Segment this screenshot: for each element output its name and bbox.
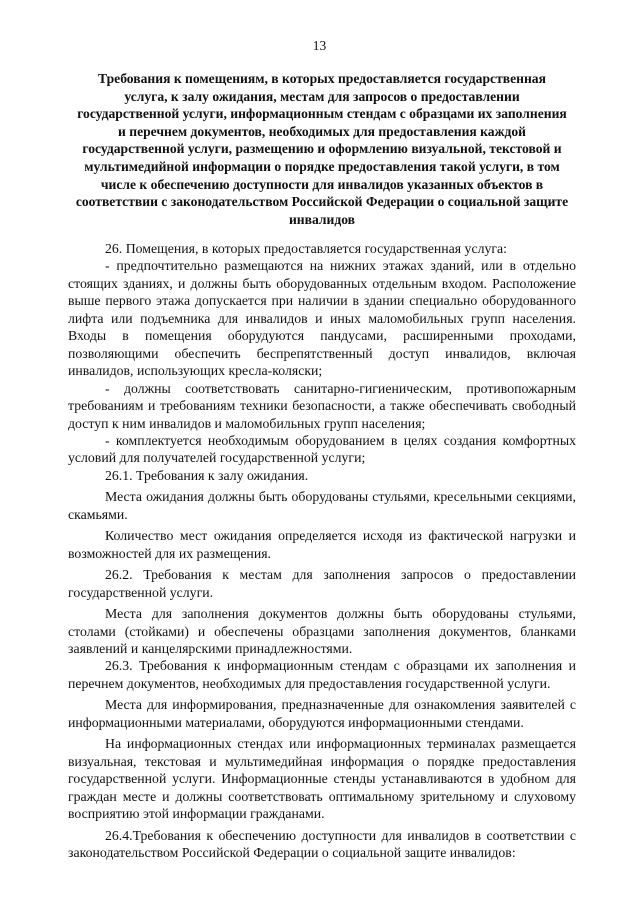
paragraph-form-places: Места для заполнения документов должны быть оборудованы стульями, столами (стойками) и обеспечены образцами заполнения документов, бланками заявлений и канцелярскими принадлежностями.: [68, 606, 576, 656]
paragraph-info-places: Места для информирования, предназначенные для ознакомления заявителей с информационными материалами, оборудуются информационными стендами.: [68, 697, 576, 730]
paragraph-26-4: 26.4.Требования к обеспечению доступности для инвалидов в соответствии с законодательством Российской Федерации о социальной защите инвалидов:: [68, 827, 576, 860]
heading-line: государственной услуги, информационным стендам с образцами их заполнения: [77, 106, 567, 122]
heading-line: Требования к помещениям, в которых предоставляется государственная: [98, 71, 546, 86]
paragraph-info-stands: На информационных стендах или информационных терминалах размещается визуальная, текстовая и мультимедийная информация о порядке предоставления государственной услуги. Информационные стенды устанавливаются в удобном для граждан месте и должны соответствовать оптимальному зрительному и слуховому восприятию этой информации гражданами.: [68, 736, 576, 822]
heading-line: государственной услуги, размещению и оформлению визуальной, текстовой и: [82, 141, 562, 157]
page-number: 13: [312, 38, 327, 53]
heading-line: услуга, к залу ожидания, местам для запросов о предоставлении: [124, 88, 520, 104]
list-item-safety-requirements: - должны соответствовать санитарно-гигиеническим, противопожарным требованиям и требованиям техники безопасности, а также обеспечивать свободный доступ к ним инвалидов и маломобильных групп населения;: [68, 380, 576, 431]
section-heading: [68, 70, 576, 228]
paragraph-26-3: 26.3. Требования к информационным стендам с образцами их заполнения и перечнем документов, необходимых для предоставления государственной услуги.: [68, 658, 576, 691]
body-text: [68, 240, 576, 861]
list-item-premises-location: - предпочтительно размещаются на нижних этажах зданий, или в отдельно стоящих зданиях, и должны быть оборудованных отдельным входом. Расположение выше первого этажа допускается при наличии в здании специально оборудованного лифта или подъемника для инвалидов и иных маломобильных групп населения. Входы в помещения оборудуются пандусами, расширенными проходами, позволяющими обеспечить беспрепятственный доступ инвалидов, включая инвалидов, использующих кресла-коляски;: [68, 258, 576, 379]
list-item-equipment: - комплектуется необходимым оборудованием в целях создания комфортных условий для получателей государственной услуги;: [68, 432, 576, 466]
paragraph-26-1: 26.1. Требования к залу ожидания.: [105, 467, 309, 483]
paragraph-waiting-count: Количество мест ожидания определяется исходя из фактической нагрузки и возможностей для их размещения.: [68, 528, 576, 561]
heading-line: инвалидов: [288, 211, 356, 227]
paragraph-26: 26. Помещения, в которых предоставляется государственная услуга:: [105, 241, 507, 256]
paragraph-waiting-seats: Места ожидания должны быть оборудованы стульями, кресельными секциями, скамьями.: [68, 489, 576, 522]
heading-line: числе к обеспечению доступности для инвалидов указанных объектов в: [100, 176, 544, 192]
heading-line: мультимедийной информации о порядке предоставления такой услуги, в том: [84, 158, 560, 174]
heading-line: соответствии с законодательством Российской Федерации о социальной защите: [75, 194, 569, 210]
heading-line: и перечнем документов, необходимых для предоставления каждой: [118, 123, 526, 139]
paragraph-26-2: 26.2. Требования к местам для заполнения запросов о предоставлении государственной услуги.: [68, 567, 576, 600]
